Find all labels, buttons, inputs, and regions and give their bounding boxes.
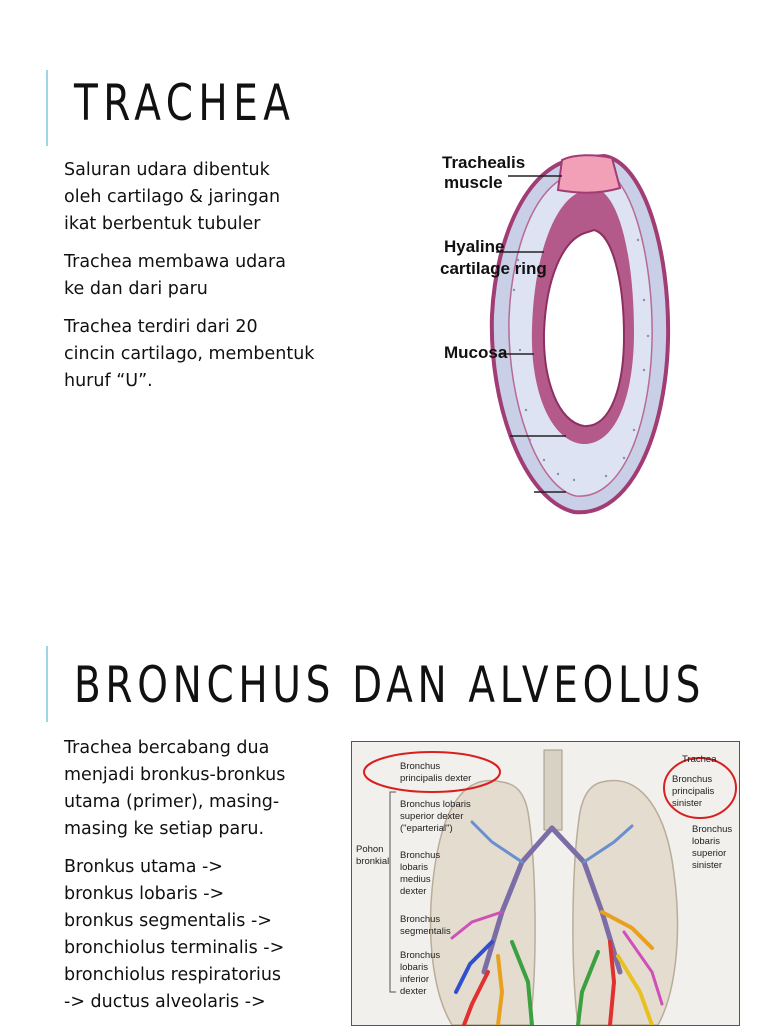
body-text (64, 157, 364, 406)
bronchial-tree-diagram (351, 741, 740, 1026)
label-lid-2: lobaris (400, 962, 428, 973)
label-trachea: Trachea (682, 754, 717, 765)
label-trachealis: Trachealis (442, 153, 526, 172)
label-lmd-4: dexter (400, 886, 427, 897)
label-lss-4: sinister (692, 860, 723, 871)
paragraph: Trachea bercabang dua menjadi bronkus-bronkus utama (primer), masing- masing ke setiap paru. (64, 738, 286, 839)
label-lsd-2: superior dexter (400, 811, 464, 822)
label-lid-4: dexter (400, 986, 427, 997)
label-hyaline: Hyaline (444, 237, 505, 256)
paragraph: Trachea membawa udara ke dan dari paru (64, 252, 286, 299)
title-accent-bar (46, 646, 48, 722)
label-ps-2: principalis (672, 786, 715, 797)
label-lmd-3: medius (400, 874, 431, 885)
bronchial-tree-illustration (352, 742, 739, 1025)
trachea-illustration (434, 140, 704, 520)
label-pd-2: principalis dexter (400, 773, 472, 784)
label-seg-2: segmentalis (400, 926, 451, 937)
label-lsd-3: ("eparterial") (400, 823, 453, 834)
body-text (64, 735, 364, 1027)
label-mucosa: Mucosa (444, 343, 508, 362)
tree-bracket (390, 792, 396, 992)
label-seg-1: Bronchus (400, 914, 441, 925)
paragraph: Trachea terdiri dari 20 cincin cartilago, membentuk huruf “U”. (64, 317, 315, 391)
label-pohon-2: bronkial (356, 856, 390, 867)
slide-title: TRACHEA (74, 74, 296, 132)
trachea-shape (544, 750, 562, 830)
trachea-cross-section-diagram (434, 140, 704, 520)
label-lss-1: Bronchus (692, 824, 733, 835)
slide-title: BRONCHUS DAN ALVEOLUS (74, 656, 706, 714)
label-muscle: muscle (444, 173, 503, 192)
paragraph: Saluran udara dibentuk oleh cartilago & jaringan ikat berbentuk tubuler (64, 160, 281, 234)
label-pohon-1: Pohon (356, 844, 384, 855)
label-lss-3: superior (692, 848, 727, 859)
highlight-oval-dexter (364, 752, 500, 792)
label-cartilage-ring: cartilage ring (440, 259, 547, 278)
label-lss-2: lobaris (692, 836, 720, 847)
left-lung (573, 781, 678, 1025)
label-lid-3: inferior (400, 974, 430, 985)
label-ps-1: Bronchus (672, 774, 713, 785)
slide-bronchus (0, 600, 768, 1024)
label-pd-1: Bronchus (400, 761, 441, 772)
label-lmd-2: lobaris (400, 862, 428, 873)
label-lid-1: Bronchus (400, 950, 441, 961)
trachealis-muscle-band (558, 155, 620, 193)
label-lsd-1: Bronchus lobaris (400, 799, 471, 810)
label-lmd-1: Bronchus (400, 850, 441, 861)
label-ps-3: sinister (672, 798, 703, 809)
paragraph: Bronkus utama -> bronkus lobaris -> bronkus segmentalis -> bronchiolus terminalis -> bronchiolus respiratorius -> ductus alveolaris -> (64, 857, 285, 1012)
title-accent-bar (46, 70, 48, 146)
